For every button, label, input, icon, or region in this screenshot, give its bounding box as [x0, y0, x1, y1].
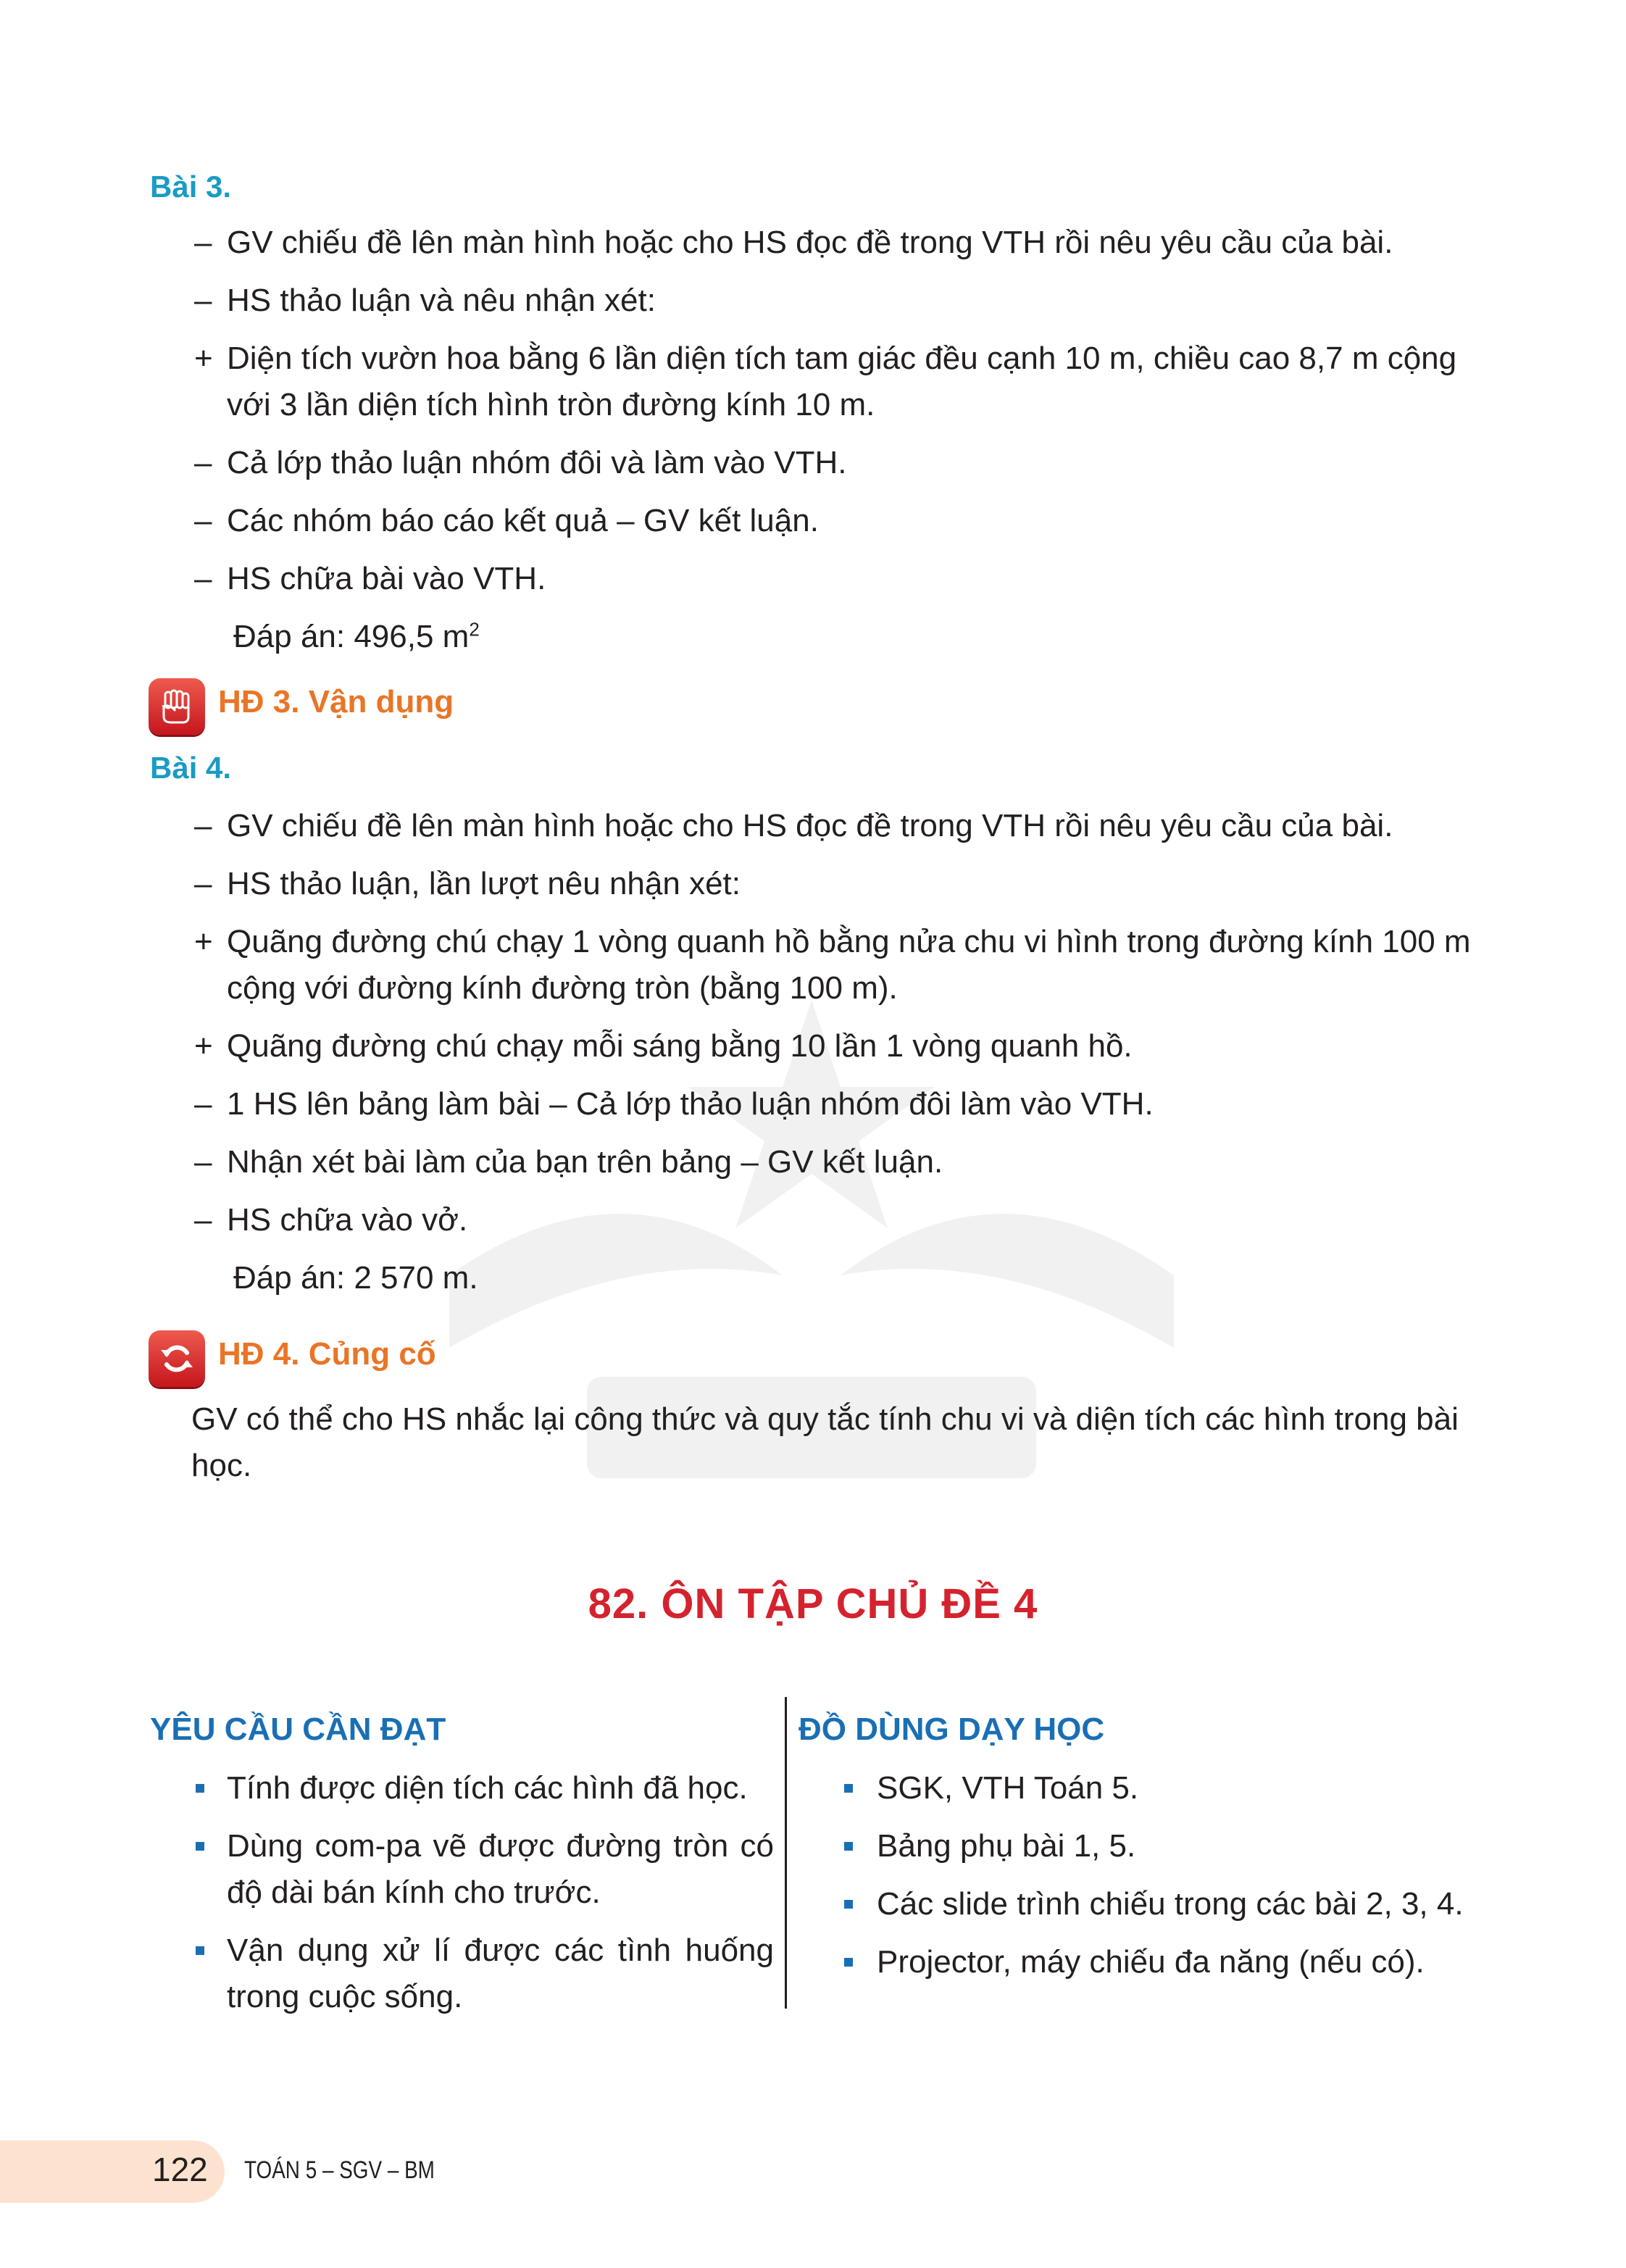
- bai-3-answer: [233, 614, 480, 660]
- material-item: Bảng phụ bài 1, 5.: [877, 1828, 1136, 1864]
- list-marker: –: [194, 1086, 212, 1122]
- list-item: HS chữa vào vở.: [227, 1202, 468, 1238]
- requirement-item: Tính được diện tích các hình đã học.: [227, 1770, 748, 1806]
- list-marker: +: [194, 341, 213, 376]
- requirement-item: Dùng com-pa vẽ được đường tròn có độ dài bán kính cho trước.: [227, 1828, 774, 1910]
- list-item: Quãng đường chú chạy mỗi sáng bằng 10 lần 1 vòng quanh hồ.: [227, 1028, 1133, 1064]
- bullet-icon: [844, 1958, 853, 1967]
- column-divider: [785, 1697, 787, 2009]
- bai-4-answer: Đáp án: 2 570 m.: [233, 1260, 478, 1296]
- list-marker: –: [194, 1144, 212, 1180]
- bullet-icon: [196, 1842, 204, 1851]
- list-item: Nhận xét bài làm của bạn trên bảng – GV kết luận.: [227, 1144, 943, 1180]
- refresh-icon: [149, 1330, 205, 1387]
- list-marker: –: [194, 225, 212, 260]
- fist-icon: [149, 678, 205, 735]
- requirement-item: Vận dụng xử lí được các tình huống trong cuộc sống.: [227, 1933, 774, 2014]
- bai-4-heading: Bài 4.: [150, 751, 232, 785]
- list-item: GV chiếu đề lên màn hình hoặc cho HS đọc đề trong VTH rồi nêu yêu cầu của bài.: [227, 225, 1393, 260]
- list-marker: –: [194, 503, 212, 538]
- list-marker: +: [194, 924, 213, 959]
- list-item: Các nhóm báo cáo kết quả – GV kết luận.: [227, 503, 819, 538]
- bai-3-heading: Bài 3.: [150, 170, 232, 204]
- bullet-icon: [844, 1900, 853, 1909]
- list-item: HS thảo luận, lần lượt nêu nhận xét:: [227, 866, 741, 901]
- answer-text: Đáp án: 496,5 m: [233, 619, 470, 654]
- list-item: Diện tích vườn hoa bằng 6 lần diện tích tam giác đều cạnh 10 m, chiều cao 8,7 m cộng với 3 lần diện tích hình tròn đường kính 10 m.: [227, 341, 1457, 422]
- list-marker: –: [194, 561, 212, 596]
- bullet-icon: [196, 1946, 204, 1955]
- activity-4-text: GV có thể cho HS nhắc lại công thức và quy tắc tính chu vi và diện tích các hình trong bài học.: [191, 1401, 1459, 1483]
- materials-heading: ĐỒ DÙNG DẠY HỌC: [799, 1712, 1105, 1747]
- list-marker: –: [194, 283, 212, 318]
- activity-4-label: HĐ 4. Củng cố: [218, 1336, 436, 1372]
- list-item: Cả lớp thảo luận nhóm đôi và làm vào VTH.: [227, 445, 847, 480]
- list-marker: –: [194, 445, 212, 480]
- footer-book-title: TOÁN 5 – SGV – BM: [244, 2156, 435, 2184]
- bullet-icon: [196, 1784, 204, 1793]
- bullet-icon: [844, 1784, 853, 1793]
- answer-superscript: 2: [469, 618, 480, 641]
- bullet-icon: [844, 1842, 853, 1851]
- lesson-title: 82. ÔN TẬP CHỦ ĐỀ 4: [588, 1580, 1038, 1627]
- list-item: 1 HS lên bảng làm bài – Cả lớp thảo luận nhóm đôi làm vào VTH.: [227, 1086, 1154, 1122]
- list-marker: +: [194, 1028, 213, 1064]
- list-item: HS thảo luận và nêu nhận xét:: [227, 283, 656, 318]
- material-item: Projector, máy chiếu đa năng (nếu có).: [877, 1944, 1425, 1980]
- activity-3-label: HĐ 3. Vận dụng: [218, 684, 454, 720]
- list-item: GV chiếu đề lên màn hình hoặc cho HS đọc đề trong VTH rồi nêu yêu cầu của bài.: [227, 808, 1393, 843]
- list-item: HS chữa bài vào VTH.: [227, 561, 546, 596]
- material-item: Các slide trình chiếu trong các bài 2, 3, 4.: [877, 1886, 1464, 1922]
- requirements-heading: YÊU CẦU CẦN ĐẠT: [150, 1712, 446, 1747]
- material-item: SGK, VTH Toán 5.: [877, 1770, 1139, 1806]
- page-number: 122: [152, 2151, 208, 2188]
- list-item: Quãng đường chú chạy 1 vòng quanh hồ bằng nửa chu vi hình trong đường kính 100 m cộng với đường kính đường tròn (bằng 100 m).: [227, 924, 1471, 1006]
- list-marker: –: [194, 808, 212, 843]
- list-marker: –: [194, 1202, 212, 1238]
- list-marker: –: [194, 866, 212, 901]
